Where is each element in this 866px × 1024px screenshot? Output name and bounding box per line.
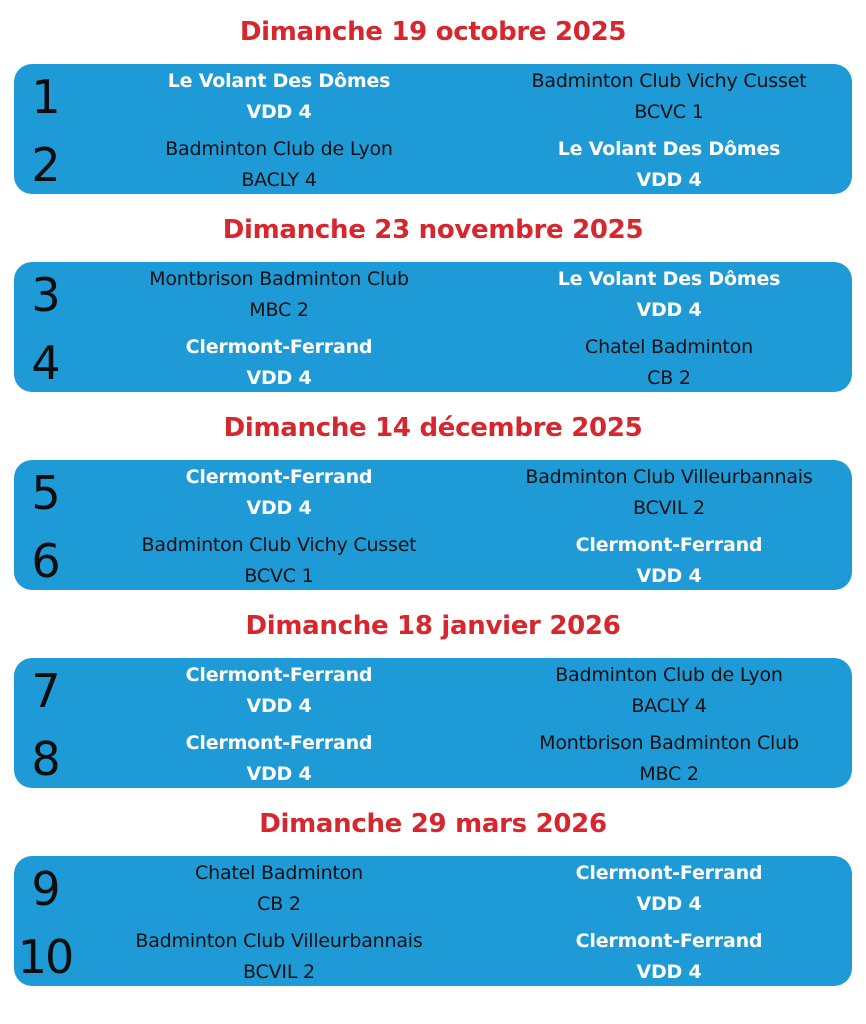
- team-name: Badminton Club Vichy Cusset: [141, 534, 417, 556]
- team-name: Le Volant Des Dômes: [167, 70, 391, 92]
- team-name: Le Volant Des Dômes: [557, 138, 781, 160]
- date-title: Dimanche 18 janvier 2026: [245, 611, 621, 641]
- day-box: [14, 262, 852, 392]
- match-number: 9: [31, 862, 59, 916]
- team-right: [499, 728, 839, 790]
- team-name: Badminton Club Vichy Cusset: [531, 70, 807, 92]
- team-name: Badminton Club de Lyon: [165, 138, 393, 160]
- team-left: [109, 462, 449, 524]
- match-number: 7: [31, 664, 59, 718]
- team-code: VDD 4: [636, 299, 702, 321]
- team-left: [109, 728, 449, 790]
- match-number: 3: [31, 268, 59, 322]
- team-left: [109, 926, 449, 988]
- date-title: Dimanche 29 mars 2026: [259, 809, 607, 839]
- team-left: [109, 264, 449, 326]
- team-right: [499, 926, 839, 988]
- team-code: BCVIL 2: [243, 961, 315, 983]
- team-name: Montbrison Badminton Club: [539, 732, 799, 754]
- team-right: [499, 332, 839, 394]
- match-number: 6: [31, 534, 59, 588]
- team-code: BACLY 4: [241, 169, 317, 191]
- match-row: [14, 530, 852, 592]
- day-box: [14, 460, 852, 590]
- team-code: CB 2: [257, 893, 301, 915]
- match-row: [14, 660, 852, 722]
- match-number: 10: [17, 930, 73, 984]
- team-name: Clermont-Ferrand: [575, 862, 763, 884]
- team-left: [109, 332, 449, 394]
- team-code: VDD 4: [246, 101, 312, 123]
- team-code: MBC 2: [639, 763, 699, 785]
- team-name: Badminton Club de Lyon: [555, 664, 783, 686]
- team-code: VDD 4: [246, 695, 312, 717]
- match-row: [14, 462, 852, 524]
- day-box: [14, 64, 852, 194]
- match-row: [14, 858, 852, 920]
- team-right: [499, 134, 839, 196]
- team-name: Clermont-Ferrand: [575, 930, 763, 952]
- match-number: 1: [31, 70, 59, 124]
- team-code: BCVC 1: [634, 101, 704, 123]
- match-row: [14, 134, 852, 196]
- team-name: Clermont-Ferrand: [185, 466, 373, 488]
- match-row: [14, 728, 852, 790]
- day-box: [14, 658, 852, 788]
- date-title: Dimanche 14 décembre 2025: [223, 413, 643, 443]
- team-code: BCVC 1: [244, 565, 314, 587]
- team-name: Clermont-Ferrand: [185, 732, 373, 754]
- team-name: Badminton Club Villeurbannais: [135, 930, 423, 952]
- team-right: [499, 264, 839, 326]
- team-right: [499, 462, 839, 524]
- team-code: VDD 4: [246, 763, 312, 785]
- team-name: Chatel Badminton: [195, 862, 363, 884]
- team-code: VDD 4: [246, 367, 312, 389]
- match-row: [14, 332, 852, 394]
- date-title: Dimanche 23 novembre 2025: [222, 215, 644, 245]
- team-code: VDD 4: [636, 169, 702, 191]
- team-code: CB 2: [647, 367, 691, 389]
- team-right: [499, 660, 839, 722]
- team-name: Badminton Club Villeurbannais: [525, 466, 813, 488]
- team-code: VDD 4: [636, 961, 702, 983]
- match-number: 4: [31, 336, 59, 390]
- match-row: [14, 66, 852, 128]
- team-code: VDD 4: [636, 565, 702, 587]
- team-name: Clermont-Ferrand: [575, 534, 763, 556]
- match-row: [14, 264, 852, 326]
- team-right: [499, 530, 839, 592]
- team-code: BACLY 4: [631, 695, 707, 717]
- team-code: BCVIL 2: [633, 497, 705, 519]
- team-left: [109, 66, 449, 128]
- match-number: 8: [31, 732, 59, 786]
- team-name: Chatel Badminton: [585, 336, 753, 358]
- team-name: Le Volant Des Dômes: [557, 268, 781, 290]
- team-name: Clermont-Ferrand: [185, 336, 373, 358]
- date-title: Dimanche 19 octobre 2025: [239, 17, 627, 47]
- match-row: [14, 926, 852, 988]
- team-code: VDD 4: [636, 893, 702, 915]
- match-number: 2: [31, 138, 59, 192]
- team-code: VDD 4: [246, 497, 312, 519]
- team-left: [109, 134, 449, 196]
- team-right: [499, 66, 839, 128]
- team-name: Clermont-Ferrand: [185, 664, 373, 686]
- match-number: 5: [31, 466, 59, 520]
- team-code: MBC 2: [249, 299, 309, 321]
- team-left: [109, 858, 449, 920]
- day-box: [14, 856, 852, 986]
- team-left: [109, 530, 449, 592]
- team-right: [499, 858, 839, 920]
- team-name: Montbrison Badminton Club: [149, 268, 409, 290]
- team-left: [109, 660, 449, 722]
